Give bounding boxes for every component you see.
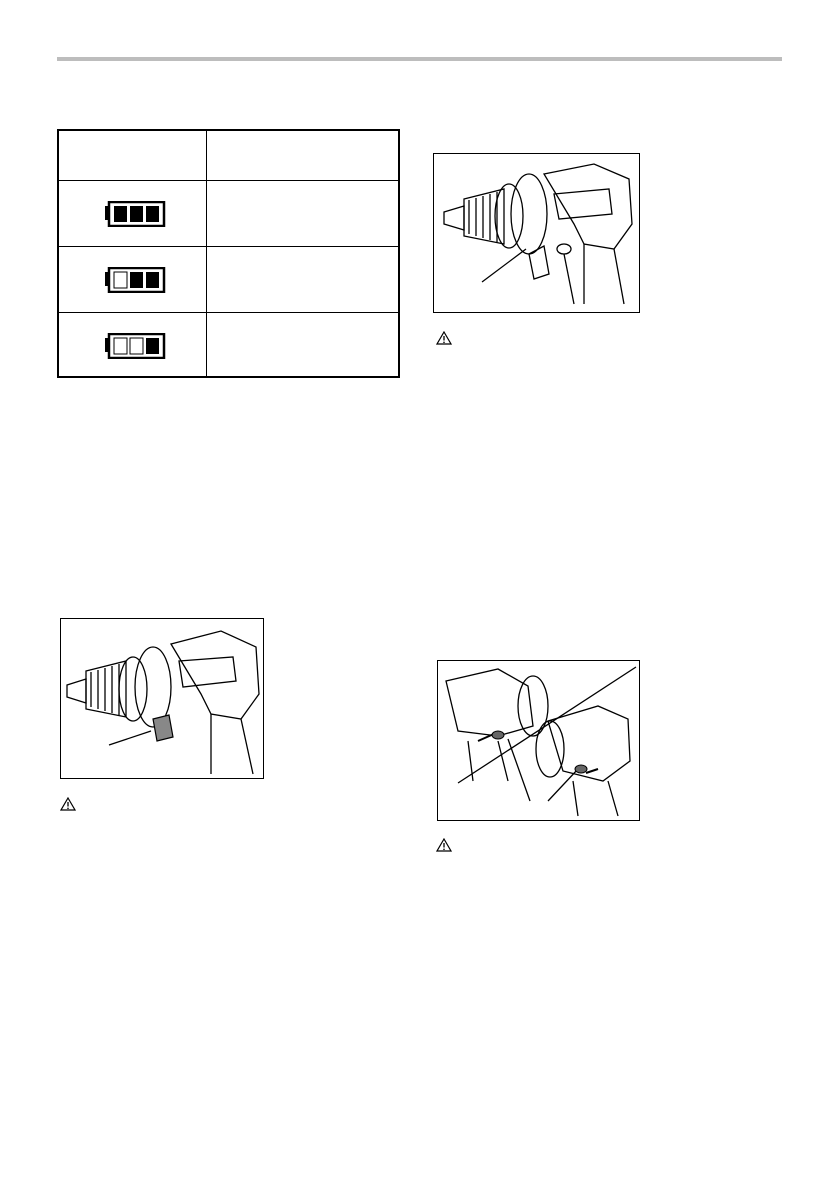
warning-triangle-icon (436, 331, 452, 345)
table-row (59, 180, 398, 247)
header-rule (57, 57, 782, 61)
table-row (59, 246, 398, 313)
drill-reversing-figure (433, 153, 640, 313)
warning-triangle-icon (436, 838, 452, 852)
battery-indicator-table (57, 129, 400, 378)
drill-icon (434, 154, 639, 312)
drill-lock-button-figure (437, 660, 640, 821)
drill-icon (438, 661, 639, 820)
drill-icon (61, 619, 263, 778)
drill-switch-trigger-figure (60, 618, 264, 779)
battery-two-bars-icon (104, 267, 166, 293)
battery-one-bar-icon (104, 333, 166, 359)
table-row (59, 312, 398, 379)
battery-three-bars-icon (104, 201, 166, 227)
warning-triangle-icon (60, 797, 76, 811)
